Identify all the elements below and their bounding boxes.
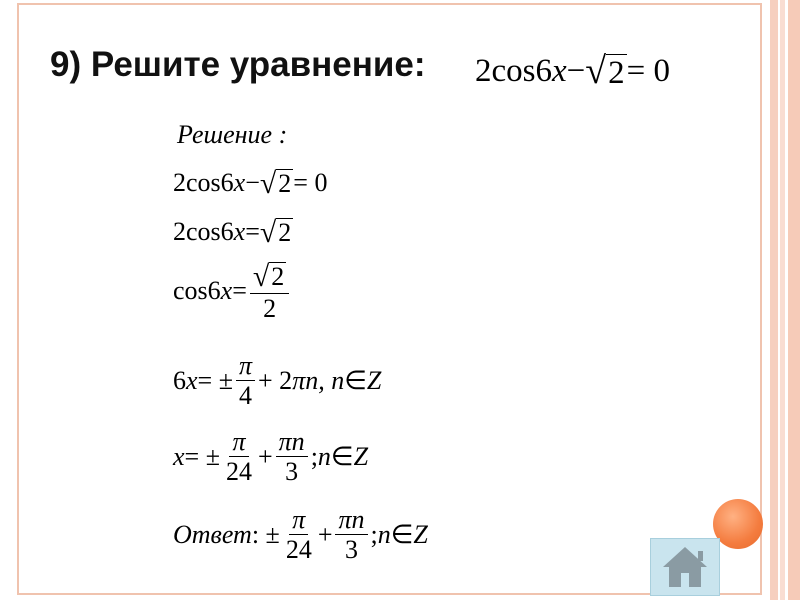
title-equation: 2cos6 x − √ 2 = 0 — [475, 50, 670, 93]
slide-title: 9) Решите уравнение: — [50, 45, 426, 84]
solution-line-1: 2cos6 x − √ 2 = 0 — [173, 166, 328, 200]
solution-line-5: x = ± $\frac{\pi}{24}$ + $\frac{\pi n}{3}$ ; n ∈ Z — [173, 427, 369, 487]
home-icon — [651, 539, 719, 595]
decorative-stripe — [780, 0, 785, 600]
fraction: $\frac{\pi n}{3}$ — [276, 428, 308, 486]
fraction: $\frac{\pi}{4}$ — [236, 352, 255, 410]
home-button[interactable] — [650, 538, 720, 596]
fraction: $\frac{\pi}{24}$ — [225, 427, 252, 487]
solution-line-2: 2cos6 x = √ 2 — [173, 215, 292, 249]
fraction: √ 2 2 — [250, 260, 289, 322]
sqrt-sign: √ 2 — [585, 50, 625, 93]
fraction: $\frac{\pi}{24}$ — [285, 505, 312, 565]
solution-line-4: 6 x = ± $\frac{\pi}{4}$ + 2 πn, n ∈ Z — [173, 351, 382, 411]
decorative-stripe — [770, 0, 778, 600]
decorative-orb — [713, 499, 763, 549]
solution-heading: Решение : — [177, 120, 288, 149]
solution-line-3: cos6 x = √ 2 2 — [173, 260, 292, 322]
answer-line: Ответ : ± $\frac{\pi}{24}$ + $\frac{\pi n}{3}$ ; n ∈ Z — [173, 505, 428, 565]
decorative-stripe — [788, 0, 800, 600]
fraction: $\frac{\pi n}{3}$ — [335, 506, 367, 564]
